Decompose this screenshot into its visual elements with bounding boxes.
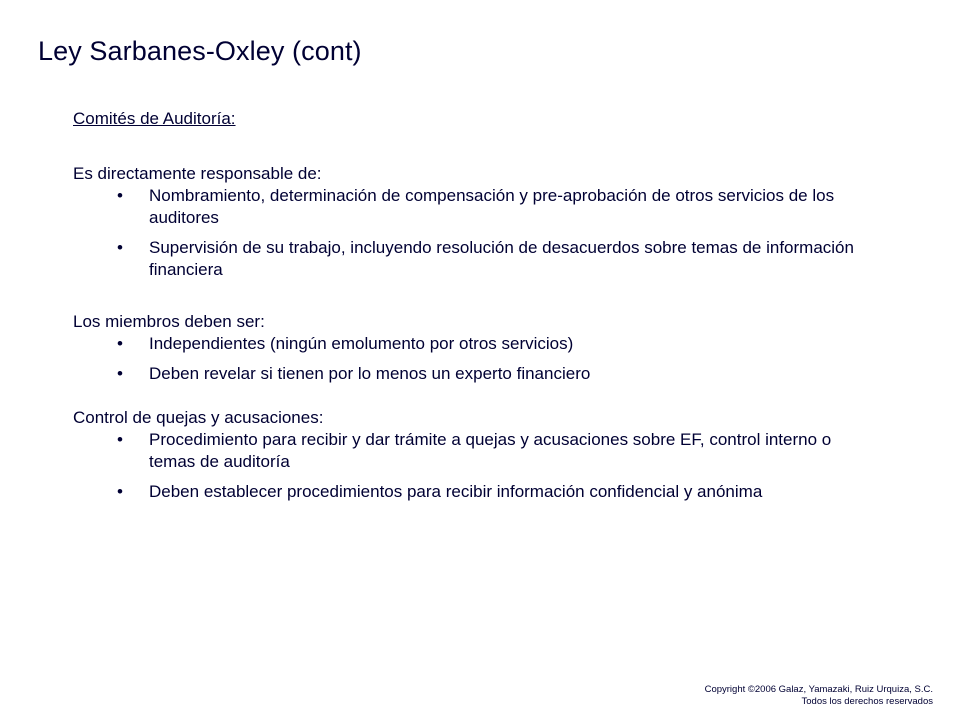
section-heading-quejas: Control de quejas y acusaciones: — [73, 408, 324, 427]
bullet-icon: • — [117, 430, 123, 449]
slide-content — [73, 108, 873, 503]
bullet-text: Deben revelar si tienen por lo menos un experto financiero — [149, 364, 591, 383]
bullet-item — [73, 429, 873, 473]
bullet-text: Supervisión de su trabajo, incluyendo resolución de desacuerdos sobre temas de información financiera — [149, 238, 854, 279]
bullet-icon: • — [117, 186, 123, 205]
bullet-icon: • — [117, 482, 123, 501]
bullet-icon: • — [117, 334, 123, 353]
slide-footer — [705, 684, 933, 708]
bullet-list-quejas — [73, 429, 873, 503]
section-heading-miembros: Los miembros deben ser: — [73, 312, 265, 331]
bullet-text: Nombramiento, determinación de compensación y pre-aprobación de otros servicios de los auditores — [149, 186, 835, 227]
bullet-text: Deben establecer procedimientos para recibir información confidencial y anónima — [149, 482, 763, 501]
bullet-text: Procedimiento para recibir y dar trámite a quejas y acusaciones sobre EF, control interno o temas de auditoría — [149, 430, 832, 471]
bullet-list-miembros — [73, 333, 873, 385]
section-heading-responsabilidades: Es directamente responsable de: — [73, 164, 322, 183]
bullet-icon: • — [117, 364, 123, 383]
bullet-item — [73, 185, 873, 229]
bullet-icon: • — [117, 238, 123, 257]
bullet-item — [73, 237, 873, 281]
section-subtitle: Comités de Auditoría: — [73, 109, 236, 128]
bullet-text: Independientes (ningún emolumento por otros servicios) — [149, 334, 574, 353]
bullet-item — [73, 481, 873, 503]
rights-text: Todos los derechos reservados — [801, 696, 933, 707]
copyright-text: Copyright ©2006 Galaz, Yamazaki, Ruiz Urquiza, S.C. — [704, 684, 933, 695]
bullet-item — [73, 333, 873, 355]
bullet-item — [73, 363, 873, 385]
bullet-list-responsabilidades — [73, 185, 873, 281]
slide-title: Ley Sarbanes-Oxley (cont) — [38, 36, 362, 66]
